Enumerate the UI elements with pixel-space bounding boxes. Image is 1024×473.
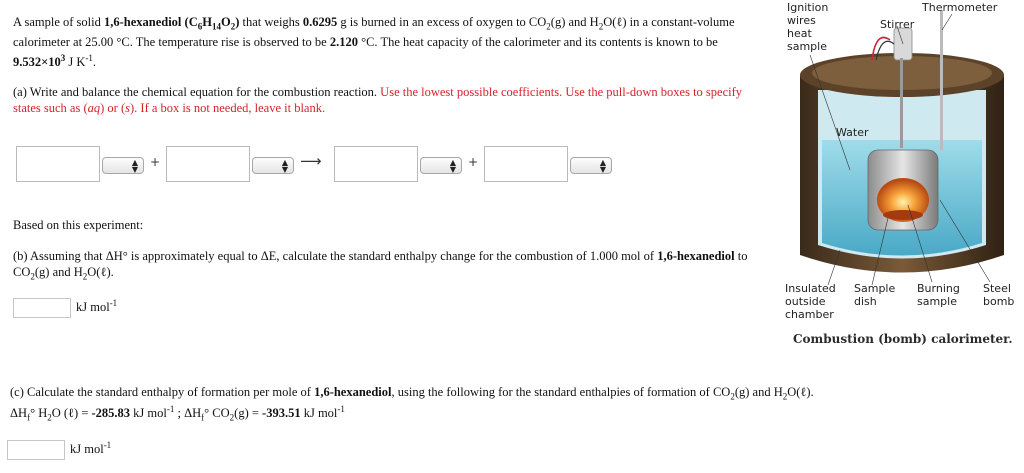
product-2-input[interactable] bbox=[484, 146, 568, 182]
part-c-answer-input[interactable] bbox=[7, 440, 65, 460]
figure-caption: Combustion (bomb) calorimeter. bbox=[793, 332, 1013, 346]
label-water: Water bbox=[836, 126, 869, 139]
label-thermometer: Thermometer bbox=[922, 1, 998, 14]
plus-sign: + bbox=[150, 155, 161, 169]
part-b-prompt: (b) Assuming that ΔH° is approximately equal to ΔE, calculate the standard enthalpy change for the combustion of 1.000 mol of 1,6-hexanediol to $CO_2(g)$ and $H_2O(\ell)$. bbox=[13, 249, 748, 282]
label-burning-sample: Burning sample bbox=[917, 282, 960, 308]
reaction-arrow: ⟶ bbox=[300, 152, 322, 170]
problem-statement: A sample of solid 1,6-hexanediol $(C_6H_{14}O_2)$ that weighs 0.6295 g is burned in an excess of oxygen to $CO_2(g)$ and $H_2O(\ell)$ in a constant-volume calorimeter at 25.00 °C. The temperature rise is observed to be 2.120 °C. The heat capacity of the calorimeter and its contents is known to be $9.532\times 10^3$ J $K^{-1}$. bbox=[13, 15, 735, 69]
reactant-1-input[interactable] bbox=[16, 146, 100, 182]
temperature-rise: 2.120 bbox=[329, 35, 358, 49]
label-stirrer: Stirrer bbox=[880, 18, 915, 31]
updown-arrows-icon: ▲ ▼ bbox=[449, 158, 456, 174]
part-c-unit: kJ mol$^{-1}$ bbox=[70, 439, 112, 456]
reactant-2-state-select[interactable] bbox=[252, 157, 294, 174]
label-steel-bomb: Steel bomb bbox=[983, 282, 1015, 308]
part-b-answer-input[interactable] bbox=[13, 298, 71, 318]
formation-enthalpies: $\Delta H_f^\circ$ $H_2O$ (ℓ) = -285.83 kJ mol$^{-1}$ ; $\Delta H_f^\circ$ $CO_2(g) = -393.51$ kJ mol$^{-1}$ bbox=[10, 403, 345, 423]
part-a-prompt: (a) Write and balance the chemical equation for the combustion reaction. Use the lowest possible coefficients. Use the pull-down boxes to specify states such as (aq) or (s). If a box is not needed, leave it blank. bbox=[13, 85, 743, 115]
part-a-instructions: Use the lowest possible coefficients. Use the pull-down boxes to specify states such as (aq) or (s). If a box is not needed, leave it blank. bbox=[13, 85, 743, 115]
updown-arrows-icon: ▲ ▼ bbox=[599, 158, 606, 174]
updown-arrows-icon: ▲ ▼ bbox=[131, 158, 138, 174]
reactant-1-state-select[interactable] bbox=[102, 157, 144, 174]
reactant-2-input[interactable] bbox=[166, 146, 250, 182]
part-c-prompt: (c) Calculate the standard enthalpy of formation per mole of 1,6-hexanediol, using the following for the standard enthalpies of formation of $CO_2(g)$ and $H_2O(\ell)$. $\Delta H_f^\circ$ $H_2O$ (ℓ) = -285.83 kJ mol$^{-1}$ ; $\Delta H_f^\circ$ $CO_2(g) = -393.51$ kJ mol$^{-1}$ bbox=[10, 382, 910, 424]
compound-formula: $(C_6H_{14}O_2)$ bbox=[184, 15, 240, 32]
label-insulated-chamber: Insulated outside chamber bbox=[785, 282, 836, 321]
product-1-input[interactable] bbox=[334, 146, 418, 182]
based-on-label: Based on this experiment: bbox=[13, 218, 144, 232]
plus-sign: + bbox=[468, 155, 479, 169]
equation-row bbox=[16, 146, 616, 182]
product-1-state-select[interactable] bbox=[420, 157, 462, 174]
sample-mass: 0.6295 bbox=[302, 15, 338, 29]
product-2-state-select[interactable] bbox=[570, 157, 612, 174]
compound-name: 1,6-hexanediol bbox=[103, 15, 182, 29]
part-b-unit: kJ mol$^{-1}$ bbox=[76, 297, 118, 314]
label-sample-dish: Sample dish bbox=[854, 282, 896, 308]
heat-capacity: 9.532×10 bbox=[13, 55, 61, 69]
calorimeter-figure bbox=[780, 0, 1024, 330]
label-ignition-wires: Ignition wires heat sample bbox=[787, 1, 829, 53]
updown-arrows-icon: ▲ ▼ bbox=[281, 158, 288, 174]
